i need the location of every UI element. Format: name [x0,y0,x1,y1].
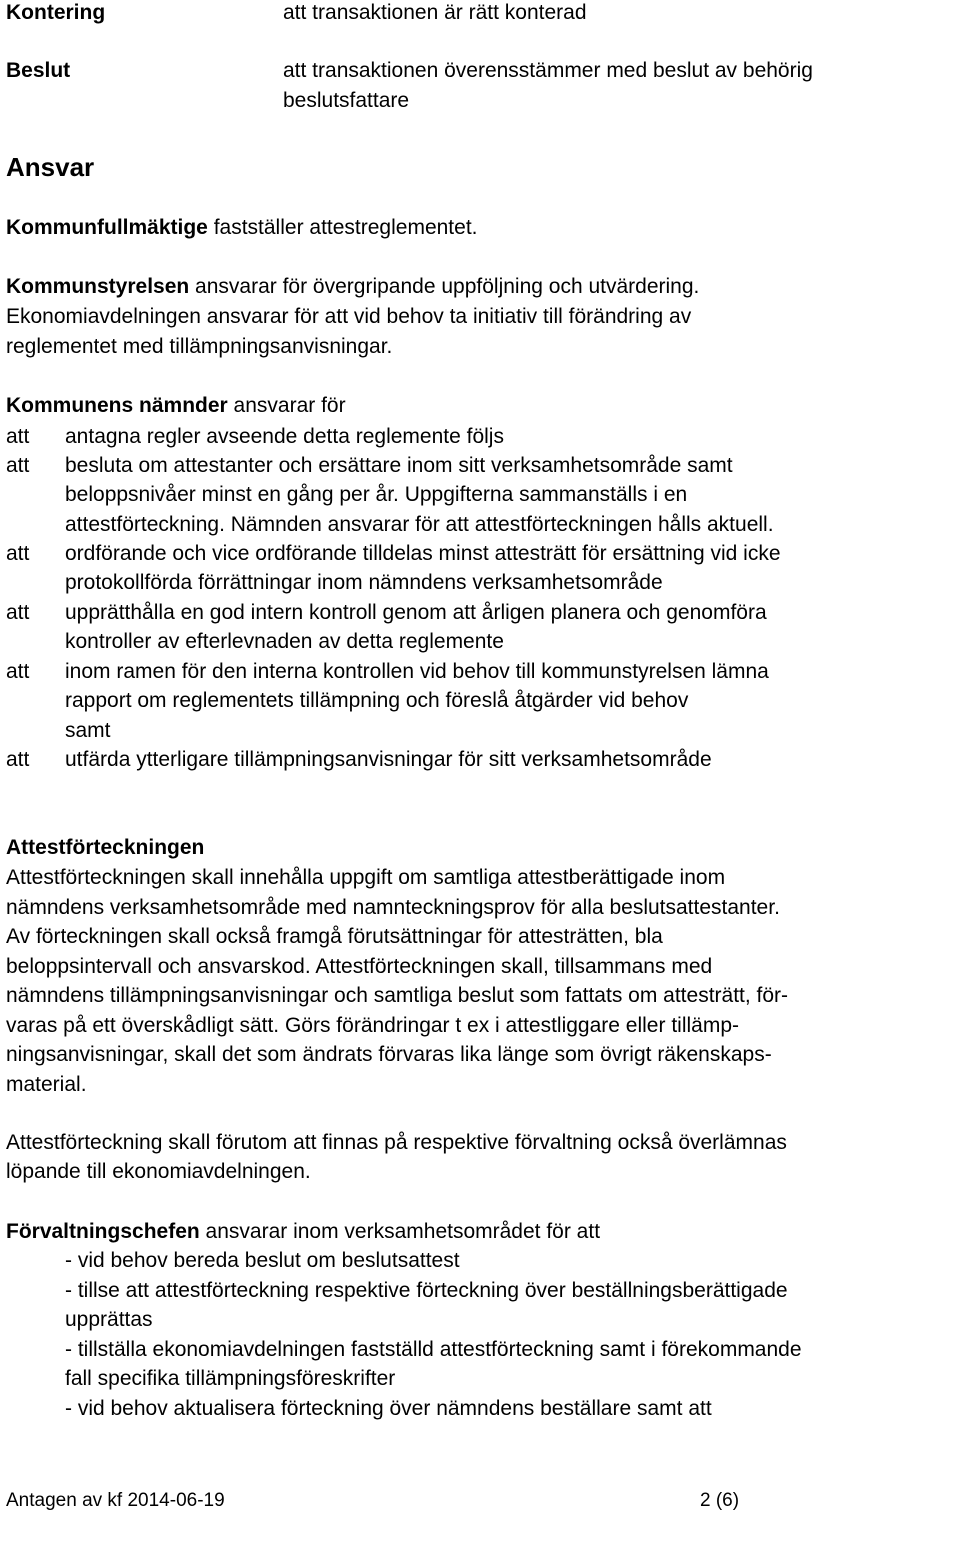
att-text: kontroller av efterlevnaden av detta reglemente [65,630,504,654]
att-item [6,451,946,539]
para2-line: Attestförteckning skall förutom att finnas på respektive förvaltning också överlämnas [6,1131,787,1154]
paragraph-namnder [6,391,346,421]
att-keyword: att [6,660,30,683]
att-item [6,598,946,657]
para2-line: löpande till ekonomiavdelningen. [6,1160,311,1183]
att-keyword: att [6,454,30,477]
forvaltningschefen-line: - tillställa ekonomiavdelningen fastställd attestförteckning samt i förekommande [65,1338,802,1361]
att-item [6,745,946,774]
heading-ansvar: Ansvar [6,152,95,182]
att-text: attestförteckning. Nämnden ansvarar för att attestförteckningen hålls aktuell. [65,512,774,536]
ks-text: ansvarar för övergripande uppföljning och utvärdering. [189,275,700,298]
att-text: protokollförda förrättningar inom nämndens verksamhetsområde [65,571,663,595]
para1-line: ningsanvisningar, skall det som ändrats förvaras lika länge som övrigt räkenskaps- [6,1043,772,1066]
att-text: rapport om reglementets tillämpning och föreslå åtgärder vid behov [65,689,689,713]
para1-line: varas på ett överskådligt sätt. Görs förändringar t ex i attestliggare eller tillämp- [6,1014,739,1037]
forvaltningschefen-line: - vid behov aktualisera förteckning över nämndens beställare samt att [65,1397,712,1420]
paragraph-ekonomi-line1: Ekonomiavdelningen ansvarar för att vid behov ta initiativ till förändring av [6,305,692,328]
att-keyword: att [6,425,30,448]
att-text: besluta om attestanter och ersättare inom sitt verksamhetsområde samt [65,454,733,477]
kf-bold: Kommunfullmäktige [6,216,208,239]
kf-text: fastställer attestreglementet. [207,216,478,239]
namnder-text: ansvarar för [227,394,346,417]
att-text: beloppsnivåer minst en gång per år. Uppgifterna sammanställs i en [65,483,688,507]
para1-line: beloppsintervall och ansvarskod. Attestförteckningen skall, tillsammans med [6,955,713,978]
att-keyword: att [6,748,30,771]
att-text: antagna regler avseende detta reglemente följs [65,425,504,448]
att-item [6,422,946,451]
forvaltningschefen-line: - vid behov bereda beslut om beslutsattest [65,1249,460,1272]
footer-adopted: Antagen av kf 2014-06-19 [6,1490,225,1511]
paragraph-forvaltningschefen [6,1217,600,1247]
att-text: utfärda ytterligare tillämpningsanvisningar för sitt verksamhetsområde [65,748,712,771]
definition-kontering: att transaktionen är rätt konterad [283,1,587,24]
forvaltningschefen-text: ansvarar inom verksamhetsområdet för att [199,1220,601,1243]
att-keyword: att [6,542,30,565]
ks-bold: Kommunstyrelsen [6,275,190,298]
heading-attestforteckningen: Attestförteckningen [6,836,205,859]
forvaltningschefen-bold: Förvaltningschefen [6,1220,200,1243]
att-item [6,539,946,598]
paragraph-kommunstyrelsen [6,272,699,302]
term-beslut: Beslut [6,59,71,82]
paragraph-ekonomi-line2: reglementet med tillämpningsanvisningar. [6,335,393,358]
definition-beslut-line1: att transaktionen överensstämmer med beslut av behörig [283,59,813,82]
att-text: ordförande och vice ordförande tilldelas minst attesträtt för ersättning vid icke [65,542,781,565]
para1-line: Attestförteckningen skall innehålla uppgift om samtliga attestberättigade inom [6,866,726,889]
forvaltningschefen-line: fall specifika tillämpningsföreskrifter [65,1367,396,1390]
att-keyword: att [6,601,30,624]
footer-page-number: 2 (6) [700,1490,740,1511]
definition-beslut-line2: beslutsfattare [283,89,410,112]
para1-line: nämndens verksamhetsområde med namnteckningsprov för alla beslutsattestanter. [6,896,780,919]
att-text: inom ramen för den interna kontrollen vid behov till kommunstyrelsen lämna [65,660,769,683]
att-item [6,657,946,745]
att-text: upprätthålla en god intern kontroll genom att årligen planera och genomföra [65,601,767,624]
para1-line: nämndens tillämpningsanvisningar och samtliga beslut som fattats om attesträtt, för- [6,984,789,1007]
namnder-bold: Kommunens nämnder [6,394,228,417]
forvaltningschefen-line: upprättas [65,1308,153,1331]
term-kontering: Kontering [6,1,106,24]
att-text: samt [65,718,111,742]
para1-line: material. [6,1073,87,1096]
forvaltningschefen-line: - tillse att attestförteckning respektive förteckning över beställningsberättigade [65,1279,788,1302]
para1-line: Av förteckningen skall också framgå förutsättningar för attesträtten, bla [6,925,663,948]
paragraph-kommunfullmaktige [6,213,478,243]
